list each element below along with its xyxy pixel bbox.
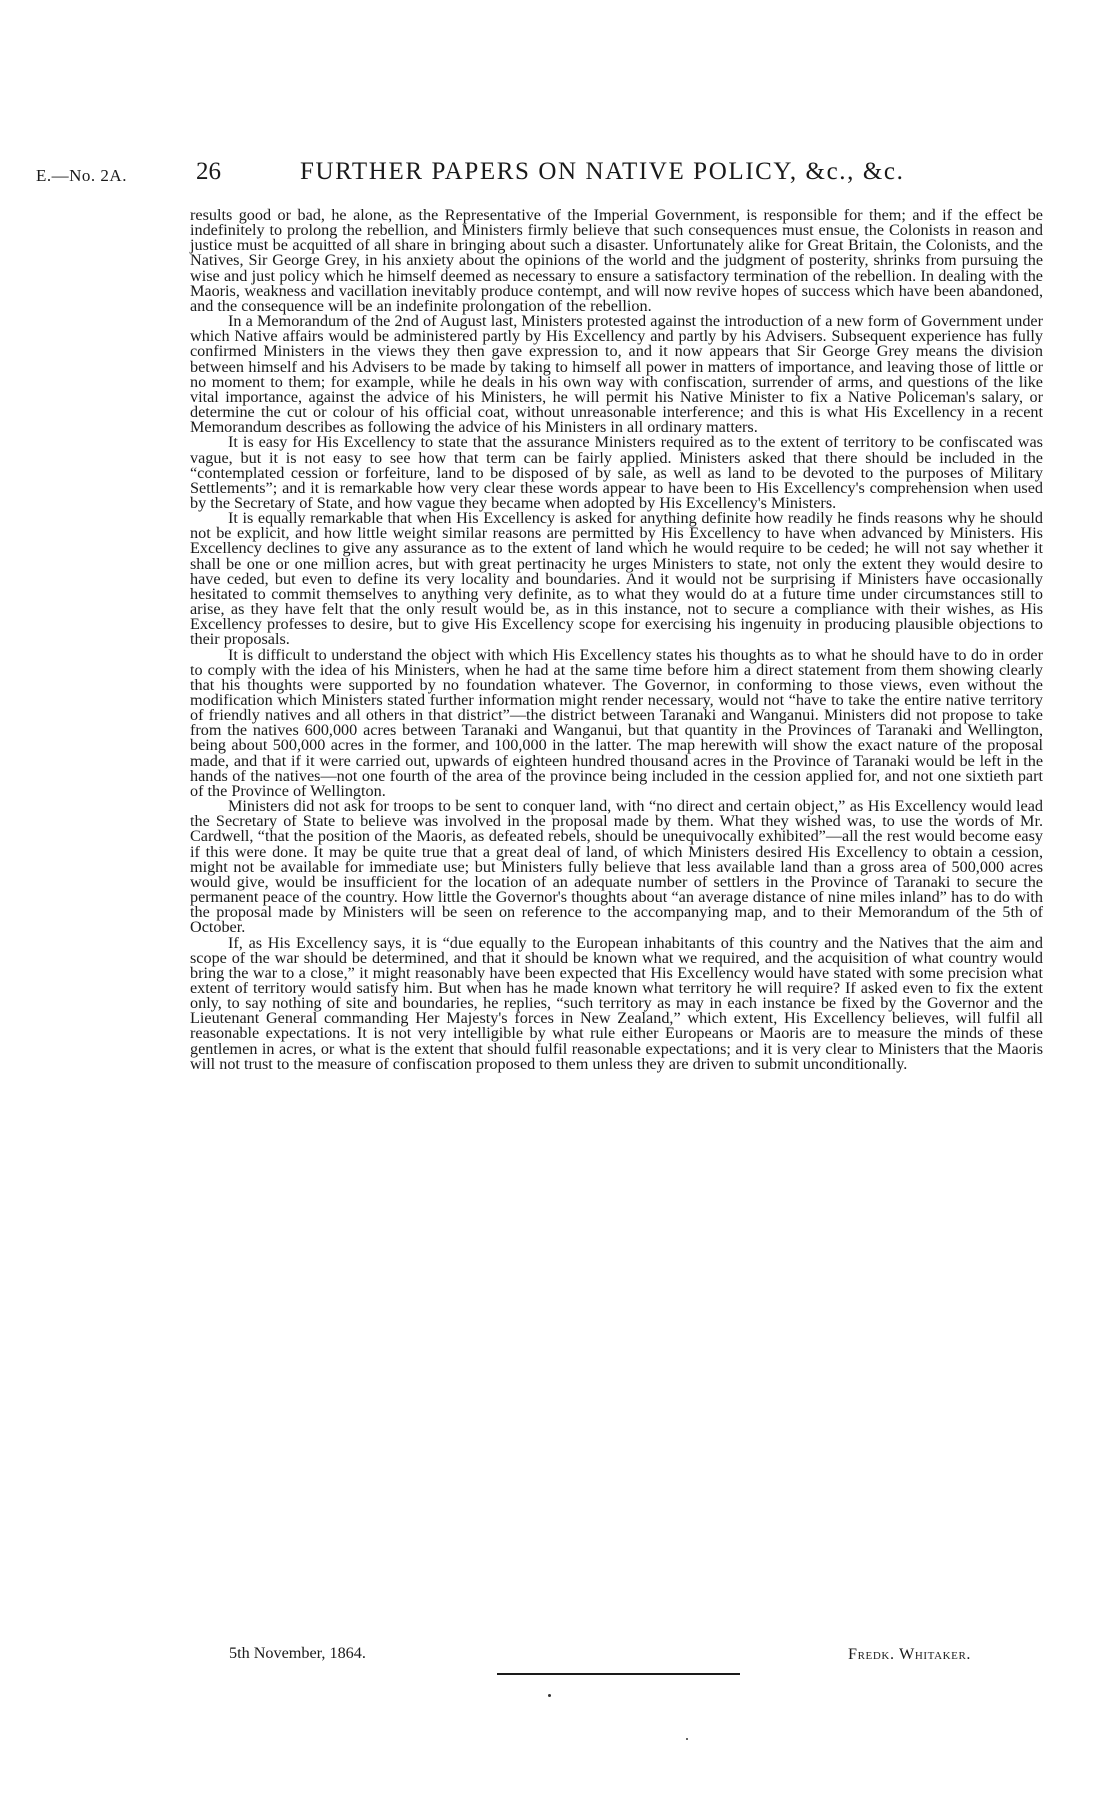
memorandum-body (190, 208, 1043, 1072)
paragraph: results good or bad, he alone, as the Representative of the Imperial Government, is responsible for them; and if the effect be indefinitely to prolong the rebellion, and Ministers firmly believe that such consequences must ensue, the Colonists in reason and justice must be acquitted of all share in bringing about such a disaster. Unfortunately alike for Great Britain, the Colonists, and the Natives, Sir George Grey, in his anxiety about the opinions of the world and the judgment of posterity, shrinks from pursuing the wise and just policy which he himself deemed as necessary to ensure a satisfactory termination of the rebellion. In dealing with the Maoris, weakness and vacillation inevitably produce contempt, and will now revive hopes of success which have been abandoned, and the consequence will be an indefinite prolongation of the rebellion. (190, 206, 1043, 315)
paragraph: It is easy for His Excellency to state that the assurance Ministers required as to the extent of territory to be confiscated was vague, but it is not easy to see how that term can be fairly applied. Ministers asked that there should be included in the “contemplated cession or forfeiture, land to be disposed of by sale, as well as land to be devoted to the purposes of Military Settlements”; and it is remarkable how very clear these words appear to have been to His Excellency's comprehension when used by the Secretary of State, and how vague they became when adopted by His Excellency's Ministers. (190, 433, 1043, 512)
paragraph: Ministers did not ask for troops to be sent to conquer land, with “no direct and certain object,” as His Excellency would lead the Secretary of State to believe was involved in the proposal made by them. What they wished was, to use the words of Mr. Cardwell, “that the position of the Maoris, as defeated rebels, should be unequivocally exhibited”—all the rest would become easy if this were done. It may be quite true that a great deal of land, of which Ministers desired His Excellency to obtain a cession, might not be available for immediate use; but Ministers fully believe that less available land than a gross area of 500,000 acres would give, would be insufficient for the location of an adequate number of settlers in the Province of Taranaki to secure the permanent peace of the country. How little the Governor's thoughts about “an average distance of nine miles inland” has to do with the proposal made by Ministers will be seen on reference to the accompanying map, and to their Memorandum of the 5th of October. (190, 797, 1043, 937)
ink-speck (686, 1738, 688, 1740)
running-title: FURTHER PAPERS ON NATIVE POLICY, &c., &c. (300, 158, 905, 185)
paragraph: It is difficult to understand the object with which His Excellency states his thoughts as to what he should have to do in order to comply with the idea of his Ministers, when he had at the same time before him a direct statement from them showing clearly that his thoughts were supported by no foundation whatever. The Governor, in conforming to those views, even without the modification which Ministers stated further information might render necessary, would not “have to take the entire native territory of friendly natives and all others in that district”—the district between Taranaki and Wanganui. Ministers did not propose to take from the natives 600,000 acres between Taranaki and Wanganui, but that quantity in the Provinces of Taranaki and Wellington, being about 500,000 acres in the former, and 100,000 in the latter. The map herewith will show the exact nature of the proposal made, and that if it were carried out, upwards of eighteen hundred thousand acres in the Province of Taranaki would be left in the hands of the natives—not one fourth of the area of the province being included in the cession applied for, and not one sixtieth part of the Province of Wellington. (190, 645, 1043, 800)
ink-speck (548, 1694, 551, 1697)
document-reference: E.—No. 2A. (36, 166, 127, 185)
page-number: 26 (196, 158, 221, 185)
closing-rule (497, 1673, 740, 1675)
paragraph: In a Memorandum of the 2nd of August last, Ministers protested against the introduction of a new form of Government under which Native affairs would be administered partly by His Excellency and partly by his Advisers. Subsequent experience has fully confirmed Ministers in the views they then gave expression to, and it now appears that Sir George Grey means the division between himself and his Advisers to be made by taking to himself all power in matters of importance, and leaving those of little or no moment to them; for example, while he deals in his own way with confiscation, surrender of arms, and questions of the like vital importance, against the advice of his Ministers, he will permit his Native Minister to fix a Native Policeman's salary, or determine the cut or colour of his official coat, without unreasonable interference; and this is what His Excellency in a recent Memorandum describes as following the advice of his Ministers in all ordinary matters. (190, 312, 1043, 437)
signatory-name: Fredk. Whitaker. (848, 1645, 972, 1663)
paragraph: If, as His Excellency says, it is “due equally to the European inhabitants of this country and the Natives that the aim and scope of the war should be determined, and that it should be known what we required, and the acquisition of what country would bring the war to a close,” it might reasonably have been expected that His Excellency would have stated with some precision what extent of territory would satisfy him. But when has he made known what territory he will require? If asked even to fix the extent only, to say nothing of site and boundaries, he replies, “such territory as may in each instance be fixed by the Governor and the Lieutenant General commanding Her Majesty's forces in New Zealand,” which extent, His Excellency believes, will fulfil all reasonable expectations. It is not very intelligible by what rule either Europeans or Maoris are to measure the minds of these gentlemen in acres, or what is the extent that should fulfil reasonable expectations; and it is very clear to Ministers that the Maoris will not trust to the measure of confiscation proposed to them unless they are driven to submit unconditionally. (190, 933, 1043, 1073)
signature-block (0, 1644, 1114, 1664)
paragraph: It is equally remarkable that when His Excellency is asked for anything definite how readily he finds reasons why he should not be explicit, and how little weight similar reasons are permitted by His Excellency to have when advanced by Ministers. His Excellency declines to give any assurance as to the extent of land which he would require to be ceded; he will not say whether it shall be one or one million acres, but with great pertinacity he urges Ministers to state, not only the extent they would desire to have ceded, but even to define its very locality and boundaries. And it would not be surprising if Ministers have occasionally hesitated to commit themselves to anything very definite, as to what they would do at a future time under circumstances still to arise, as they have felt that the only result would be, as in this instance, not to secure a compliance with their wishes, as His Excellency professes to desire, but to give His Excellency scope for exercising his ingenuity in producing plausible objections to their proposals. (190, 509, 1043, 649)
page-header (0, 158, 1114, 198)
signature-date: 5th November, 1864. (229, 1644, 366, 1662)
